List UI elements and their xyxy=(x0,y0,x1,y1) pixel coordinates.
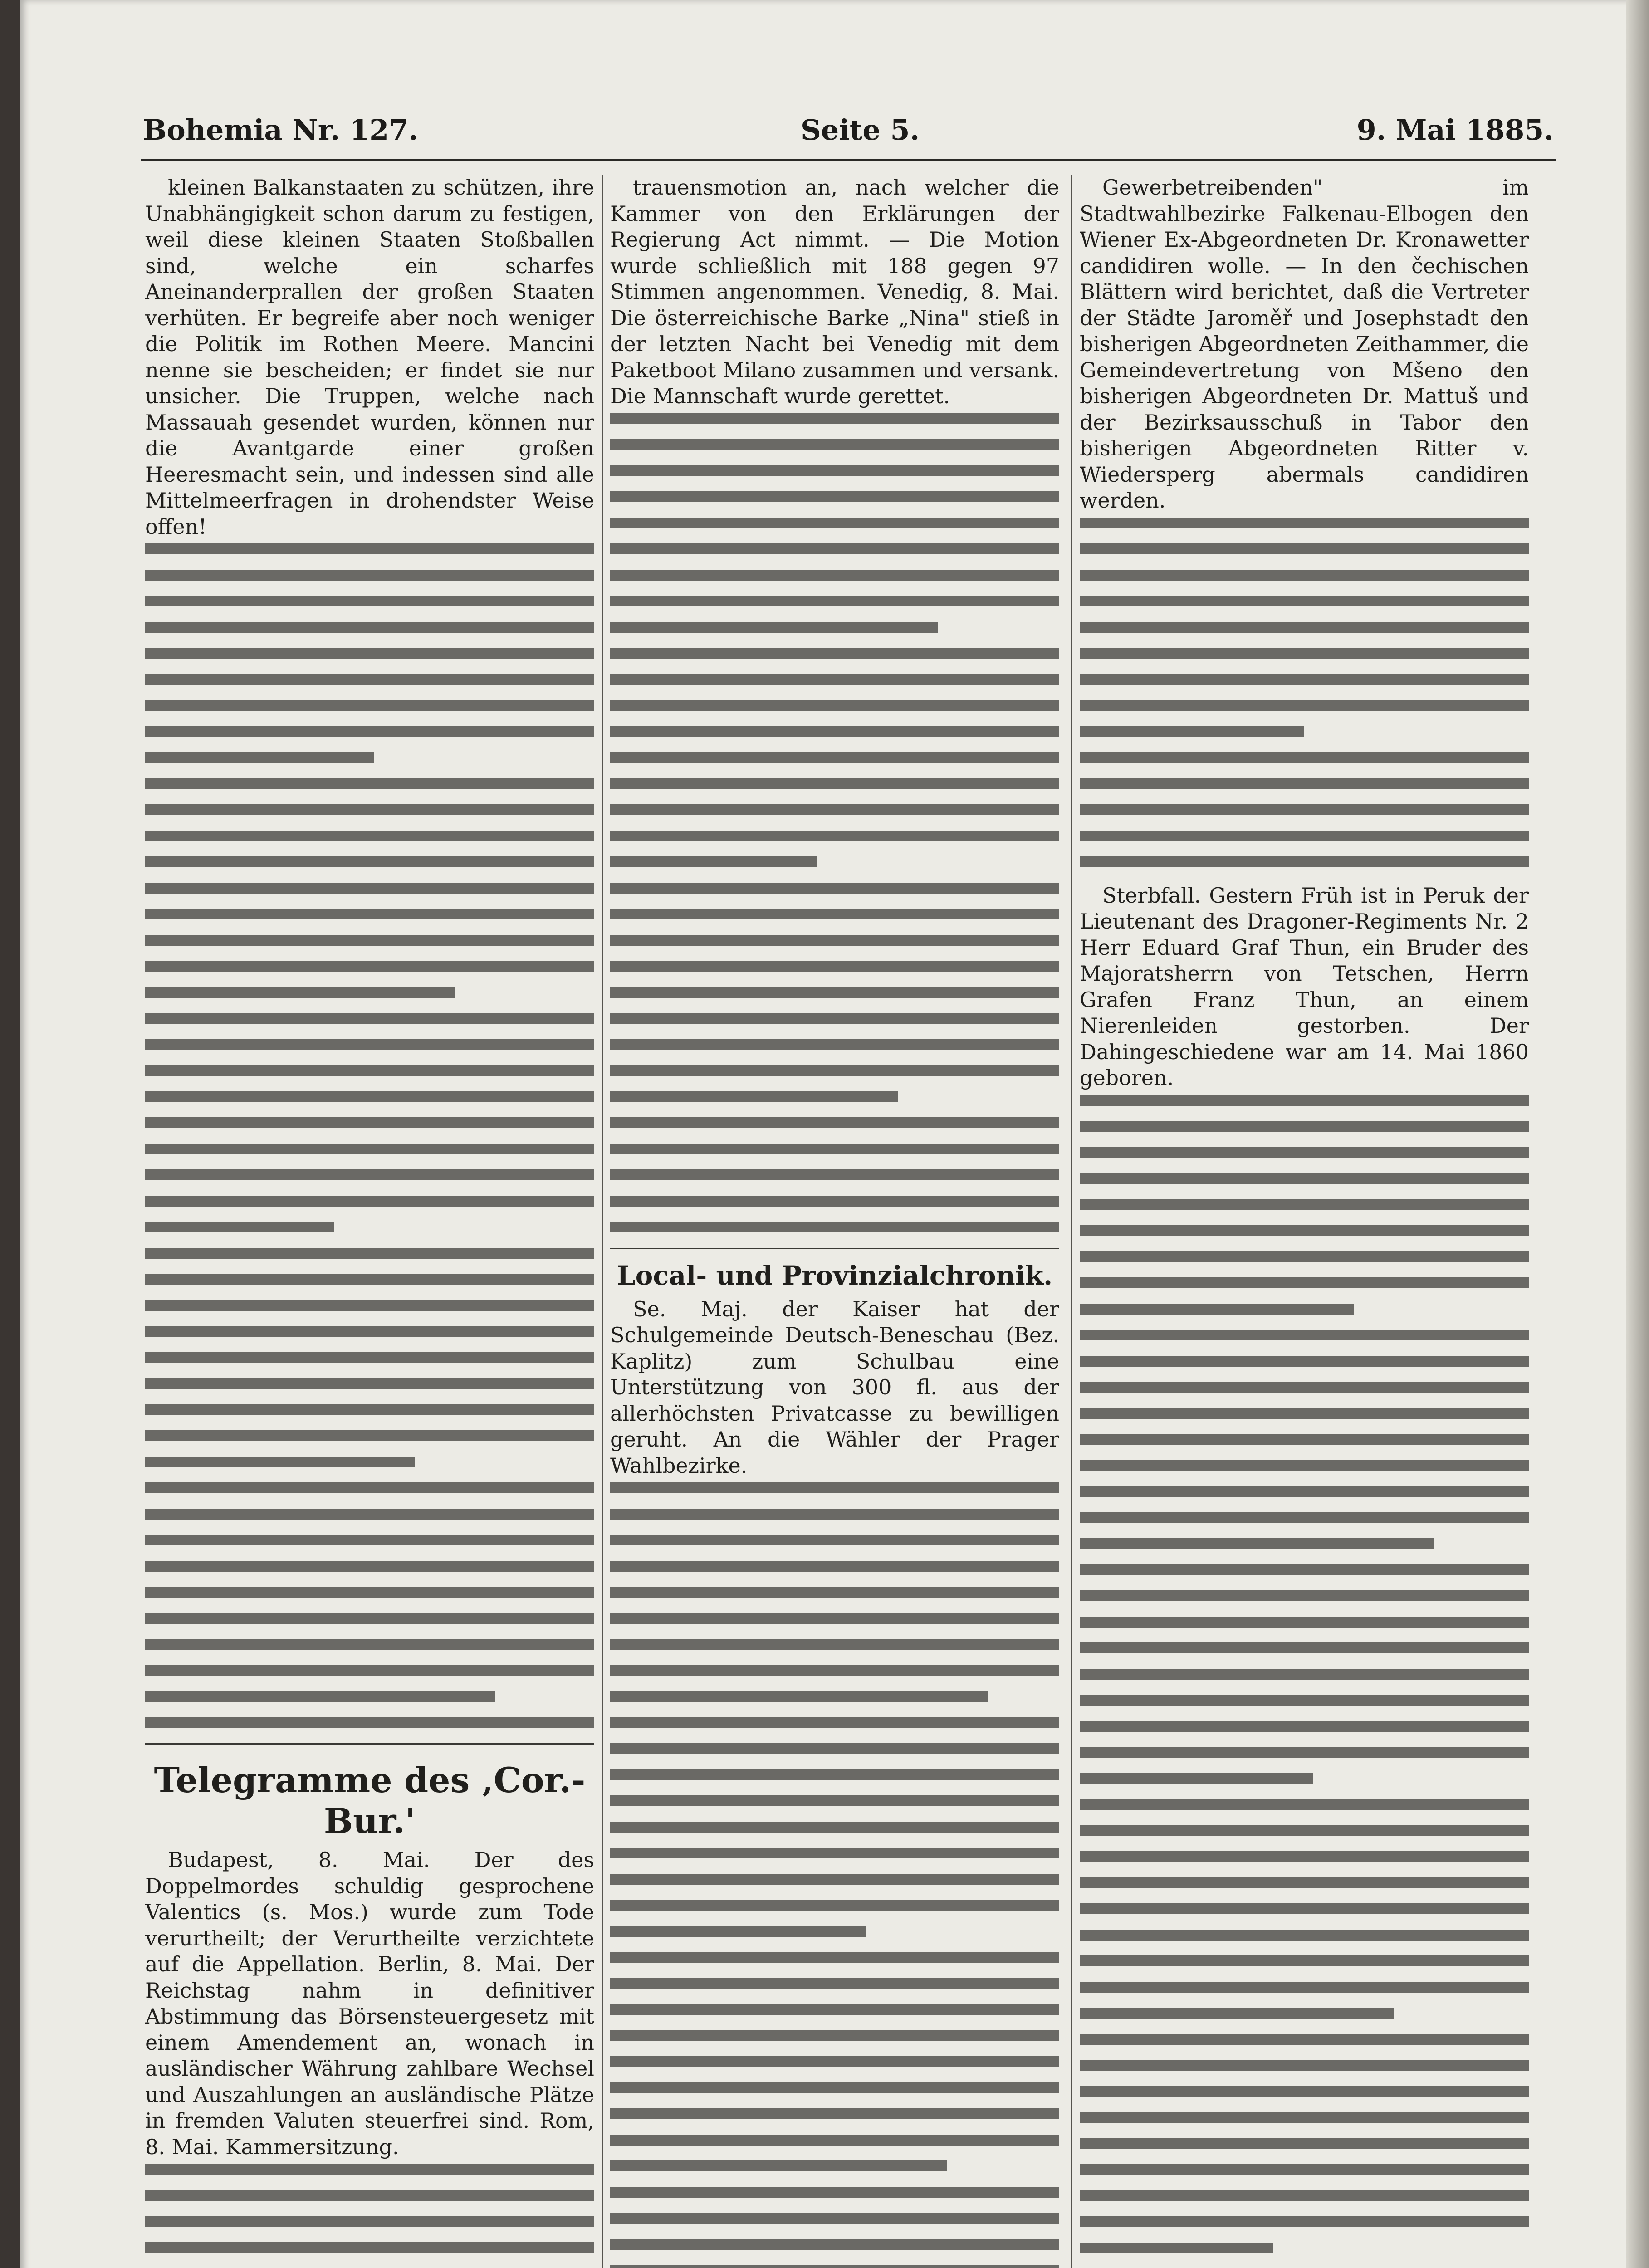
text-line xyxy=(1080,1095,1529,1106)
text-line xyxy=(610,752,1059,763)
column-3-more-lines xyxy=(1080,1095,1529,2268)
text-line xyxy=(1080,1147,1529,1158)
text-line xyxy=(1080,1538,1434,1549)
text-line xyxy=(1080,1564,1529,1575)
text-line xyxy=(1080,2008,1394,2019)
text-line xyxy=(145,2216,594,2227)
issue-date: 9. Mai 1885. xyxy=(1356,113,1554,147)
text-line xyxy=(610,831,1059,841)
text-line xyxy=(1080,1642,1529,1653)
text-line xyxy=(145,1065,594,1076)
text-line xyxy=(610,1665,1059,1676)
text-line xyxy=(1080,1773,1313,1784)
text-line xyxy=(145,1639,594,1650)
text-line xyxy=(610,648,1059,659)
text-line xyxy=(1080,1799,1529,1810)
text-line xyxy=(610,622,938,633)
text-line xyxy=(1080,2190,1529,2201)
text-line xyxy=(610,1874,1059,1885)
text-line xyxy=(1080,1930,1529,1941)
column-3-text-lines xyxy=(1080,518,1529,868)
text-line xyxy=(145,935,594,946)
text-line xyxy=(610,2108,1059,2119)
text-line xyxy=(610,1822,1059,1833)
text-line xyxy=(145,2242,594,2253)
text-line xyxy=(145,909,594,919)
text-line xyxy=(145,1561,594,1572)
text-line xyxy=(1080,1590,1529,1601)
page-header xyxy=(143,113,1554,154)
text-line xyxy=(145,2190,594,2201)
text-line xyxy=(1080,752,1529,763)
obituary-text: Sterbfall. Gestern Früh ist in Peruk der Lieutenant des Dragoner-Regiments Nr. 2 Herr Eduard Graf Thun, ein Bruder des Majoratsherrn von Tetschen, Herrn Grafen Franz Thun, an einem Nierenleiden gestorben. Der Dahingeschiedene war am 14. Mai 1860 geboren. xyxy=(1080,883,1529,1090)
text-line xyxy=(610,1952,1059,1963)
text-line xyxy=(610,2160,947,2171)
text-line xyxy=(145,1352,594,1363)
text-line xyxy=(610,2239,1059,2250)
text-line xyxy=(610,1691,988,1702)
text-line xyxy=(1080,1121,1529,1132)
text-line xyxy=(610,1926,866,1937)
text-line xyxy=(1080,1225,1529,1236)
text-line xyxy=(145,1430,594,1441)
text-line xyxy=(1080,1903,1529,1914)
text-line xyxy=(610,1169,1059,1180)
text-line xyxy=(610,2135,1059,2146)
text-line xyxy=(610,413,1059,424)
text-line xyxy=(145,1248,594,1259)
text-line xyxy=(145,1691,495,1702)
telegram-text: Budapest, 8. Mai. Der des Doppelmordes schuldig gesprochene Valentics (s. Mos.) wurde zum Tode verurtheilt; der Verurtheilte verzichtete auf die Appellation. Berlin, 8. Mai. Der Reichstag nahm in definitiver Abstimmung das Börsensteuergesetz mit einem Amendement an, wonach in ausländischer Währung zahlbare Wechsel und Auszahlungen an ausländische Plätze in fremden Valuten steuerfrei sind. Rom, 8. Mai. Kammersitzung. xyxy=(145,1848,594,2159)
column-1 xyxy=(145,175,594,2268)
text-line xyxy=(145,1169,594,1180)
text-line xyxy=(610,883,1059,894)
text-line xyxy=(1080,1173,1529,1184)
text-line xyxy=(1080,2112,1529,2123)
text-line xyxy=(1080,1486,1529,1497)
page-number: Seite 5. xyxy=(801,113,920,147)
text-line xyxy=(145,1457,415,1467)
text-line xyxy=(145,622,594,633)
column-2-text-lines xyxy=(610,413,1059,1233)
text-line xyxy=(1080,831,1529,841)
text-line xyxy=(1080,2060,1529,2071)
text-line xyxy=(1080,1982,1529,1993)
text-line xyxy=(610,1065,1059,1076)
text-line xyxy=(610,1144,1059,1154)
column-1-text: kleinen Balkanstaaten zu schützen, ihre Unabhängigkeit schon darum zu festigen, weil diese kleinen Staaten Stoßballen sind, welche ein scharfes Aneinanderprallen der großen Staaten verhüten. Er begreife aber noch weniger die Politik im Rothen Meere. Mancini nenne sie bescheiden; er findet sie nur unsicher. Die Truppen, welche nach Massauah gesendet wurden, können nur die Avantgarde einer großen Heeresmacht sein, und indessen sind alle Mittelmeerfragen in drohendster Weise offen! xyxy=(145,175,594,539)
column-rule-1 xyxy=(602,175,603,2268)
text-line xyxy=(145,700,594,711)
text-line xyxy=(610,1795,1059,1806)
text-line xyxy=(610,1196,1059,1207)
text-line xyxy=(610,778,1059,789)
text-line xyxy=(610,570,1059,581)
text-line xyxy=(1080,1304,1354,1315)
text-line xyxy=(145,648,594,659)
column-3 xyxy=(1080,175,1529,2268)
text-line xyxy=(1080,1747,1529,1758)
text-line xyxy=(1080,804,1529,815)
text-line xyxy=(145,831,594,841)
text-line xyxy=(610,1535,1059,1545)
text-line xyxy=(1080,778,1529,789)
text-line xyxy=(610,726,1059,737)
text-line xyxy=(610,2213,1059,2224)
text-line xyxy=(145,596,594,606)
telegram-text-lines xyxy=(145,2164,594,2268)
text-line xyxy=(1080,674,1529,685)
text-line xyxy=(1080,1434,1529,1445)
text-line xyxy=(1080,1955,1529,1966)
text-line xyxy=(145,570,594,581)
local-chronicle-heading: Local- und Provinzialchronik. xyxy=(617,1260,1053,1291)
text-line xyxy=(145,1274,594,1285)
text-line xyxy=(1080,1851,1529,1862)
text-line xyxy=(145,2164,594,2175)
text-line xyxy=(610,961,1059,972)
text-line xyxy=(145,1222,334,1232)
text-line xyxy=(1080,2138,1529,2149)
text-line xyxy=(610,2030,1059,2041)
text-line xyxy=(1080,2034,1529,2045)
text-line xyxy=(145,752,374,763)
column-3-text: Gewerbetreibenden" im Stadtwahlbezirke Falkenau-Elbogen den Wiener Ex-Abgeordneten Dr. Kronawetter candidiren wolle. — In den čechischen Blättern wird berichtet, daß die Vertreter der Städte Jaroměř und Josephstadt den bisherigen Abgeordneten Zeithammer, die Gemeindevertretung von Mšeno den bisherigen Abgeordneten Dr. Mattuš und der Bezirksausschuß in Tabor den bisherigen Abgeordneten Ritter v. Wiedersperg abermals candidiren werden. xyxy=(1080,175,1529,513)
text-line xyxy=(610,856,817,867)
text-line xyxy=(145,1665,594,1676)
text-line xyxy=(610,2265,1059,2268)
column-1-text-lines xyxy=(145,543,594,1728)
text-line xyxy=(145,726,594,737)
text-line xyxy=(145,1482,594,1493)
text-line xyxy=(145,987,455,998)
section-rule xyxy=(145,1743,594,1745)
text-line xyxy=(145,674,594,685)
text-line xyxy=(610,1587,1059,1598)
page-edge xyxy=(1626,0,1649,2268)
text-line xyxy=(1080,1721,1529,1732)
text-line xyxy=(610,1743,1059,1754)
text-line xyxy=(610,1613,1059,1624)
text-line xyxy=(610,1639,1059,1650)
text-line xyxy=(1080,543,1529,554)
text-line xyxy=(610,700,1059,711)
text-line xyxy=(610,935,1059,946)
text-line xyxy=(610,439,1059,450)
text-line xyxy=(610,491,1059,502)
text-line xyxy=(1080,2216,1529,2227)
text-line xyxy=(610,2082,1059,2093)
text-line xyxy=(1080,1199,1529,1210)
text-line xyxy=(610,1482,1059,1493)
text-line xyxy=(1080,1460,1529,1471)
text-line xyxy=(610,1013,1059,1024)
text-line xyxy=(1080,1356,1529,1367)
text-line xyxy=(1080,1330,1529,1340)
text-line xyxy=(610,543,1059,554)
text-line xyxy=(610,1117,1059,1128)
text-line xyxy=(610,2056,1059,2067)
text-line xyxy=(145,1117,594,1128)
column-2-text: trauensmotion an, nach welcher die Kammer von den Erklärungen der Regierung Act nimmt. — Die Motion wurde schließlich mit 188 gegen 97 Stimmen angenommen. Venedig, 8. Mai. Die österreichische Barke „Nina" stieß in der letzten Nacht bei Venedig mit dem Paketboot Milano zusammen und versank. Die Mannschaft wurde gerettet. xyxy=(610,175,1059,408)
text-line xyxy=(610,465,1059,476)
text-line xyxy=(1080,1512,1529,1523)
text-line xyxy=(145,1039,594,1050)
text-line xyxy=(610,1222,1059,1232)
text-line xyxy=(145,883,594,894)
text-line xyxy=(145,1144,594,1154)
telegram-heading: Telegramme des ‚Cor.-Bur.' xyxy=(154,1760,586,1841)
text-line xyxy=(1080,2086,1529,2097)
text-line xyxy=(1080,1277,1529,1288)
text-line xyxy=(610,596,1059,606)
text-line xyxy=(145,961,594,972)
text-line xyxy=(145,1587,594,1598)
local-chronicle-text-lines xyxy=(610,1482,1059,2268)
text-line xyxy=(145,856,594,867)
section-rule xyxy=(610,1248,1059,1249)
text-line xyxy=(610,1091,898,1102)
text-line xyxy=(610,1039,1059,1050)
text-line xyxy=(145,1613,594,1624)
text-line xyxy=(1080,1617,1529,1628)
text-line xyxy=(610,804,1059,815)
text-line xyxy=(145,1717,594,1728)
text-line xyxy=(1080,518,1529,528)
text-line xyxy=(610,2187,1059,2198)
text-line xyxy=(610,674,1059,685)
text-line xyxy=(145,1013,594,1024)
column-2 xyxy=(610,175,1059,2268)
text-line xyxy=(145,1378,594,1389)
text-line xyxy=(610,1978,1059,1989)
text-line xyxy=(145,543,594,554)
text-line xyxy=(1080,1695,1529,1706)
text-line xyxy=(145,1404,594,1415)
text-line xyxy=(145,1300,594,1311)
text-line xyxy=(610,518,1059,528)
text-line xyxy=(610,987,1059,998)
text-line xyxy=(1080,570,1529,581)
header-rule xyxy=(141,159,1556,161)
text-line xyxy=(610,909,1059,919)
text-line xyxy=(610,2004,1059,2015)
text-line xyxy=(1080,856,1529,867)
text-line xyxy=(145,1535,594,1545)
text-line xyxy=(1080,1408,1529,1419)
text-line xyxy=(1080,648,1529,659)
text-line xyxy=(610,1509,1059,1520)
text-line xyxy=(610,1769,1059,1780)
text-line xyxy=(145,1091,594,1102)
text-line xyxy=(1080,700,1529,711)
text-line xyxy=(610,1717,1059,1728)
text-line xyxy=(145,1196,594,1207)
text-line xyxy=(145,1326,594,1337)
local-chronicle-text: Se. Maj. der Kaiser hat der Schulgemeinde Deutsch-Beneschau (Bez. Kaplitz) zum Schulbau eine Unterstützung von 300 fl. aus der allerhöchsten Privatcasse zu bewilligen geruht. An die Wähler der Prager Wahlbezirke. xyxy=(610,1296,1059,1478)
text-line xyxy=(1080,1251,1529,1262)
text-line xyxy=(610,1900,1059,1911)
text-line xyxy=(1080,596,1529,606)
masthead-issue: Bohemia Nr. 127. xyxy=(143,113,419,147)
text-line xyxy=(145,1509,594,1520)
text-line xyxy=(1080,2164,1529,2175)
text-line xyxy=(1080,1382,1529,1393)
column-rule-2 xyxy=(1071,175,1072,2268)
text-line xyxy=(610,1561,1059,1572)
text-line xyxy=(145,804,594,815)
text-line xyxy=(1080,2243,1273,2253)
text-line xyxy=(1080,622,1529,633)
text-line xyxy=(1080,1877,1529,1888)
text-line xyxy=(1080,1669,1529,1680)
text-line xyxy=(1080,1825,1529,1836)
newspaper-page xyxy=(20,0,1649,2268)
text-line xyxy=(1080,726,1304,737)
text-line xyxy=(145,778,594,789)
text-line xyxy=(610,1848,1059,1858)
